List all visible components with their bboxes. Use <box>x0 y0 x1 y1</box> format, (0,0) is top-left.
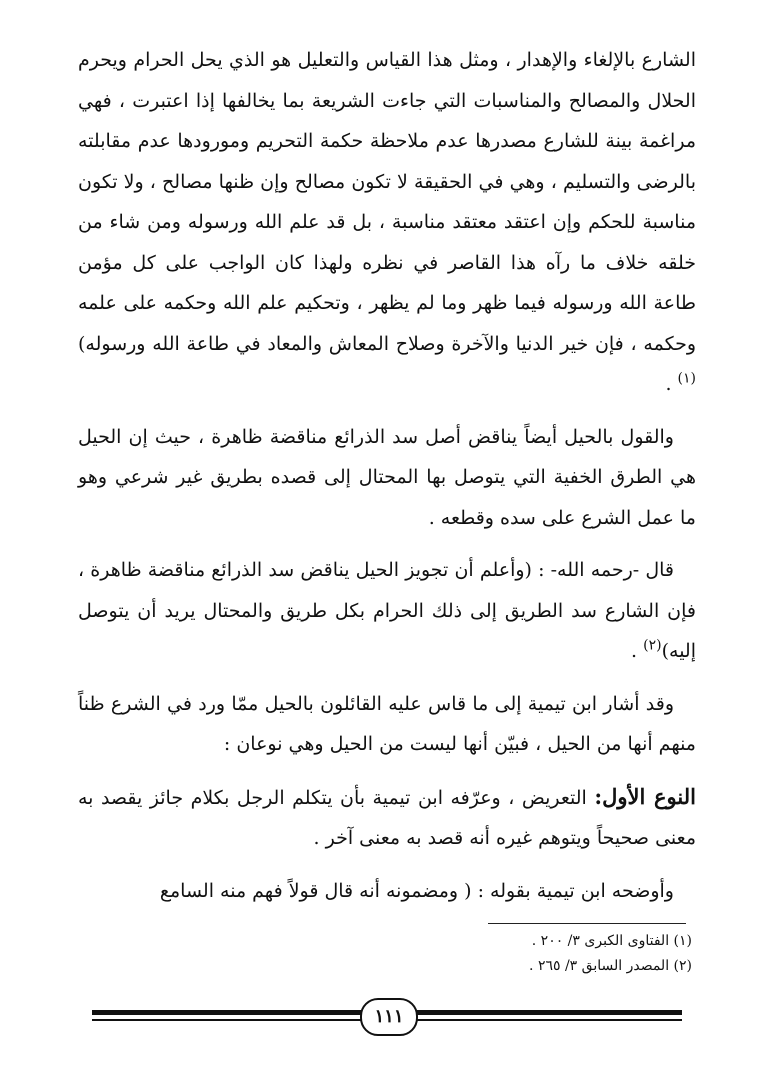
paragraph-6-text: وأوضحه ابن تيمية بقوله : ( ومضمونه أنه قال قولاً فهم منه السامع <box>159 879 674 902</box>
page-footer <box>92 998 682 1038</box>
paragraph-5 <box>78 777 696 859</box>
paragraph-4-text: وقد أشار ابن تيمية إلى ما قاس عليه القائلون بالحيل ممّا ورد في الشرع ظناً منهم أنها من الحيل ، فبيّن أنها ليست من الحيل وهي نوعان : <box>78 692 696 755</box>
paragraph-1 <box>78 40 696 405</box>
paragraph-3-text: قال -رحمه الله- : (وأعلم أن تجويز الحيل يناقض سد الذرائع مناقضة ظاهرة ، فإن الشارع سد الطريق إلى ذلك الحرام بكل طريق والمحتال يريد أن يتوصل إليه) <box>78 559 696 662</box>
paragraph-3-end: . <box>631 640 644 662</box>
paragraph-5-text: التعريض ، وعرّفه ابن تيمية بأن يتكلم الرجل بكلام جائز يقصد به معنى صحيحاً ويتوهم غيره أنه قصد به معنى آخر . <box>78 786 696 849</box>
footnotes <box>292 929 692 979</box>
footnote-2: (٢) المصدر السابق ٣/ ٢٦٥ . <box>529 958 692 974</box>
paragraph-3 <box>78 550 696 672</box>
paragraph-1-text: الشارع بالإلغاء والإهدار ، ومثل هذا القياس والتعليل هو الذي يحل الحرام ويحرم الحلال والمصالح والمناسبات التي جاءت الشريعة بما يخالفها إذا اعتبرت ، فهي مراغمة بينة للشارع مصدرها عدم ملاحظة حكمة التحريم ومورودها عدم مقابلته بالرضى والتسليم ، وهي في الحقيقة لا تكون مصالح وإن ظنها مصالح ، ولا تكون مناسبة للحكم وإن اعتقد معتقد مناسبة ، بل قد علم الله ورسوله ومن شاء من خلقه خلاف ما رآه هذا القاصر في نظره ولهذا كان الواجب على كل مؤمن طاعة الله ورسوله فيما ظهر وما لم يظهر ، وتحكيم علم الله وحكمه على علمه وحكمه ، فإن خير الدنيا والآخرة وصلاح المعاش والمعاد في طاعة الله ورسوله) <box>78 49 696 355</box>
paragraph-4 <box>78 684 696 765</box>
term-heading: النوع الأول: <box>594 783 696 809</box>
paragraph-1-end: . <box>665 373 678 395</box>
footnote-1: (١) الفتاوى الكبرى ٣/ ٢٠٠ . <box>531 933 692 949</box>
paragraph-2 <box>78 417 696 539</box>
paragraph-2-text: والقول بالحيل أيضاً يناقض أصل سد الذرائع مناقضة ظاهرة ، حيث إن الحيل هي الطرق الخفية التي يتوصل بها المحتال إلى قصده بطريق غير شرعي وهو ما عمل الشرع على سده وقطعه . <box>78 425 696 529</box>
paragraph-6 <box>78 871 696 912</box>
footnote-divider <box>488 923 686 924</box>
footnote-ref-1: (١) <box>677 370 696 387</box>
footnote-ref-2: (٢) <box>643 637 662 654</box>
main-text <box>78 40 696 923</box>
page-number: ١١١ <box>360 998 418 1036</box>
